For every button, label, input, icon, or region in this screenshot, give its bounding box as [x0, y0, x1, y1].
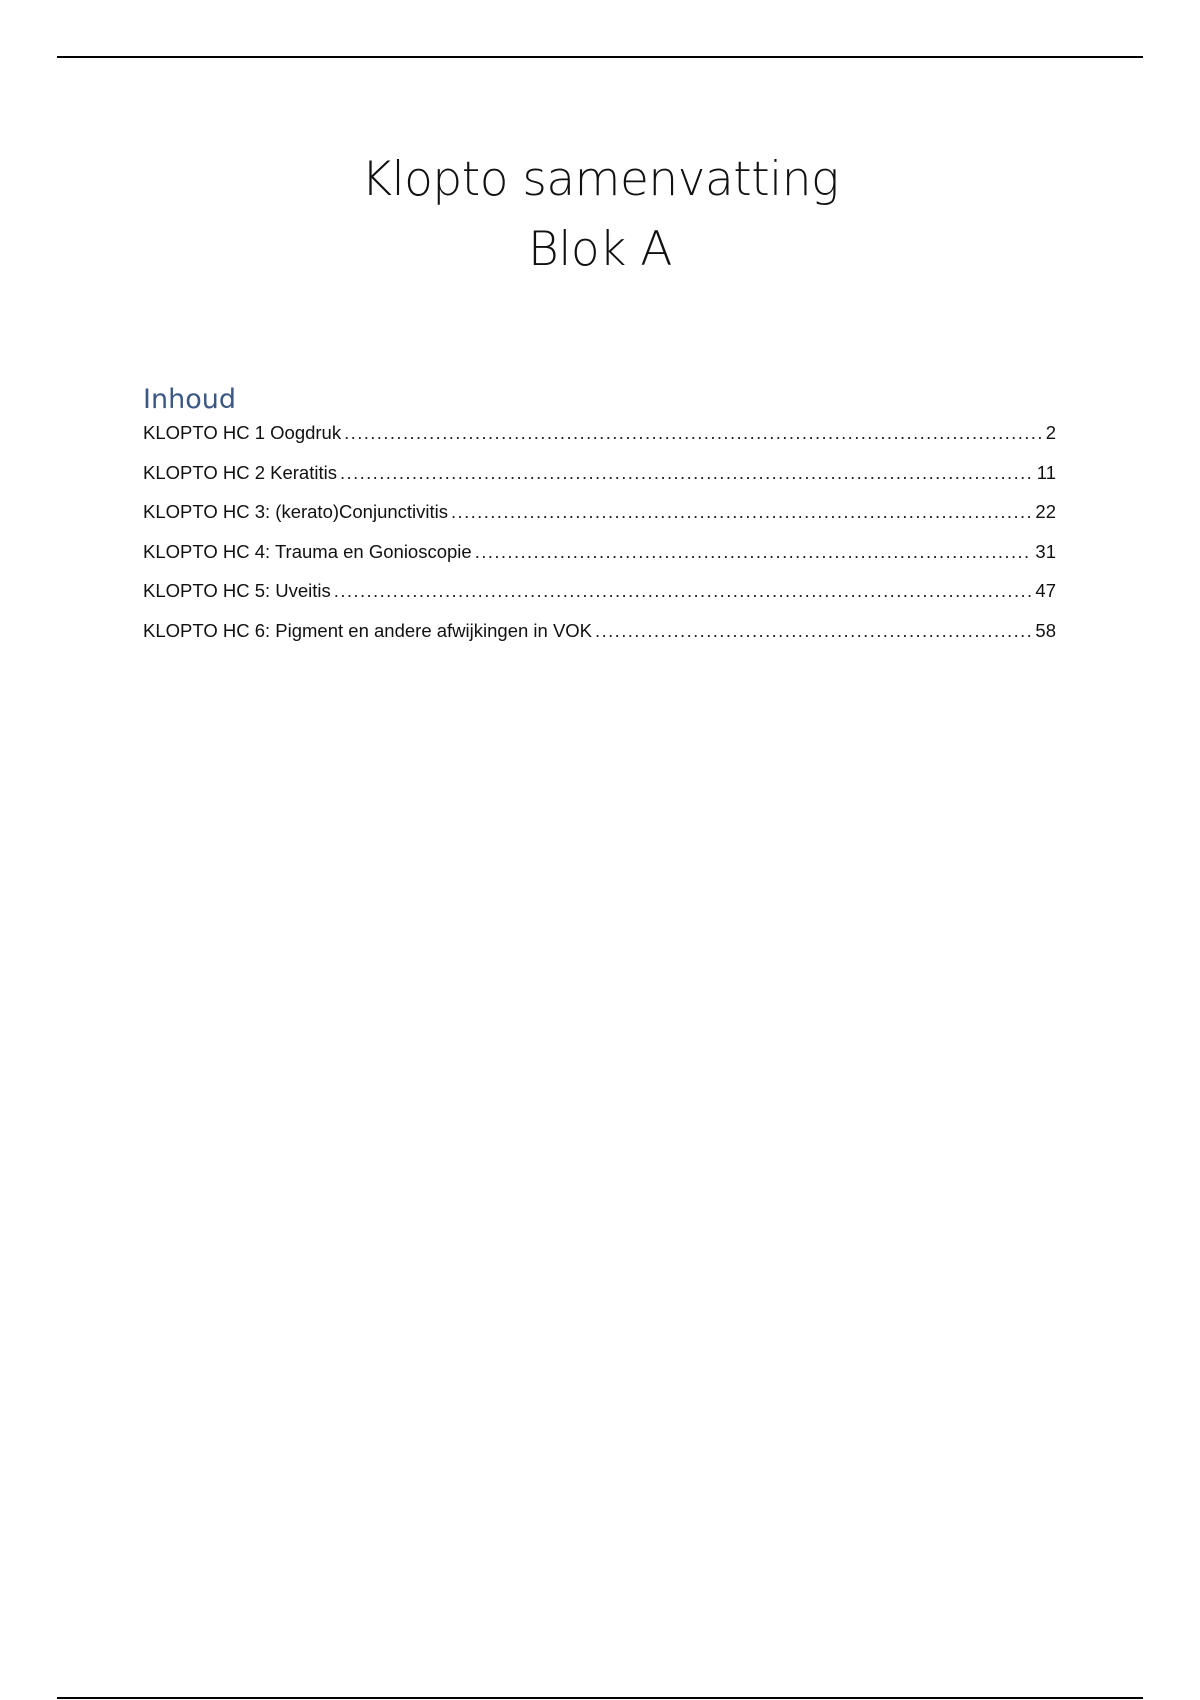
toc-entry-hc2[interactable]	[143, 462, 1056, 502]
toc-dot-leader	[334, 580, 1032, 602]
toc-entry-label[interactable]: KLOPTO HC 6: Pigment en andere afwijkingen in VOK	[143, 619, 593, 641]
toc-page-number[interactable]: 2	[1045, 422, 1056, 443]
toc-entry-label[interactable]: KLOPTO HC 4: Trauma en Gonioscopie	[143, 540, 472, 562]
toc-dot-leader	[344, 422, 1042, 444]
toc-entry-hc3[interactable]	[143, 501, 1056, 541]
toc-page-number[interactable]: 11	[1036, 461, 1056, 483]
toc-page-number[interactable]: 58	[1035, 619, 1056, 641]
toc-entry-hc6[interactable]	[143, 620, 1056, 660]
toc-page-number[interactable]: 22	[1035, 501, 1056, 522]
toc-entry-hc5[interactable]	[143, 580, 1056, 620]
toc-entry-label[interactable]: KLOPTO HC 1 Oogdruk	[143, 422, 342, 443]
toc-dot-leader	[595, 620, 1031, 642]
toc-entry-label[interactable]: KLOPTO HC 5: Uveitis	[143, 580, 331, 601]
toc-dot-leader	[451, 501, 1031, 523]
toc-dot-leader	[475, 541, 1032, 563]
toc-entry-hc1[interactable]	[143, 422, 1056, 462]
footer-rule	[57, 1697, 1143, 1699]
toc-entry-hc4[interactable]	[143, 541, 1056, 581]
toc-page-number[interactable]: 31	[1035, 540, 1056, 562]
table-of-contents	[143, 380, 1056, 659]
toc-page-number[interactable]: 47	[1035, 580, 1056, 601]
title-line-1: Klopto samenvatting	[361, 152, 839, 207]
header-rule	[57, 56, 1143, 58]
title-line-2: Blok A	[528, 222, 672, 277]
toc-heading: Inhoud	[143, 384, 236, 415]
toc-entry-label[interactable]: KLOPTO HC 2 Keratitis	[143, 461, 337, 483]
toc-entry-label[interactable]: KLOPTO HC 3: (kerato)Conjunctivitis	[143, 501, 449, 522]
toc-list	[143, 422, 1056, 659]
document-title	[0, 145, 1200, 285]
toc-dot-leader	[340, 462, 1033, 484]
